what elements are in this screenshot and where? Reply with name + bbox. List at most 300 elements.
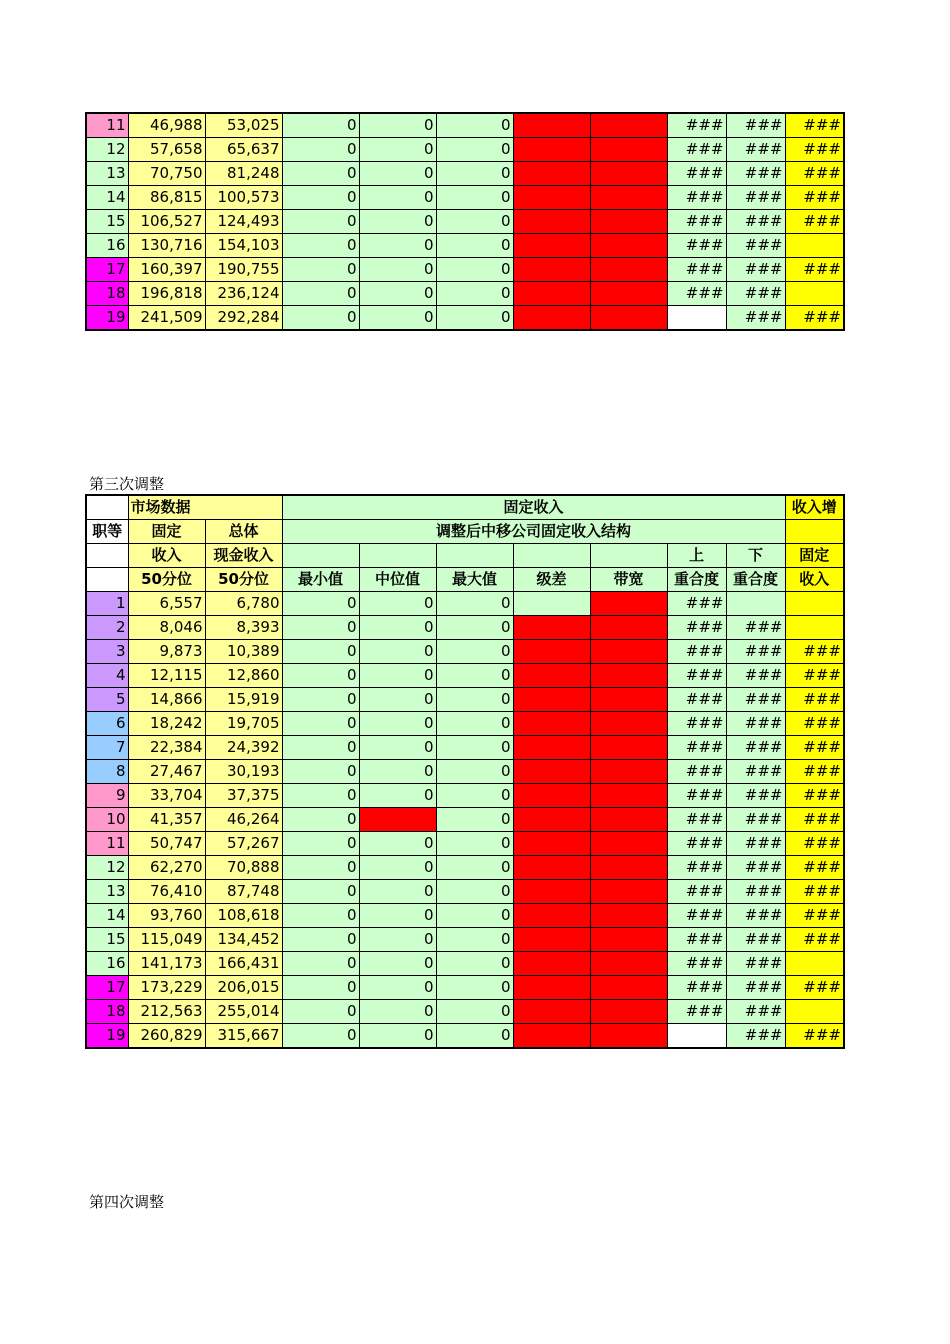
bandwidth-cell[interactable] (590, 760, 667, 784)
bandwidth-cell[interactable] (590, 258, 667, 282)
bandwidth-cell[interactable] (590, 162, 667, 186)
min-value-cell[interactable]: 0 (282, 808, 359, 832)
bandwidth-cell[interactable] (590, 880, 667, 904)
total-cash-p50-cell[interactable]: 255,014 (205, 1000, 282, 1024)
fixed-income-p50-cell[interactable]: 14,866 (128, 688, 205, 712)
max-value-cell[interactable]: 0 (436, 904, 513, 928)
grade-cell[interactable]: 9 (86, 784, 128, 808)
overlap-down-cell[interactable] (726, 592, 785, 616)
max-value-cell[interactable]: 0 (436, 640, 513, 664)
total-cash-p50-cell[interactable]: 81,248 (205, 162, 282, 186)
grade-cell[interactable]: 13 (86, 880, 128, 904)
overlap-down-cell[interactable]: ### (726, 162, 785, 186)
fixed-income-p50-cell[interactable]: 86,815 (128, 186, 205, 210)
mid-value-cell[interactable]: 0 (359, 258, 436, 282)
min-value-cell[interactable]: 0 (282, 856, 359, 880)
overlap-down-cell[interactable]: ### (726, 1024, 785, 1049)
grade-diff-cell[interactable] (513, 282, 590, 306)
income-increase-cell[interactable]: ### (785, 186, 844, 210)
mid-value-cell[interactable]: 0 (359, 306, 436, 331)
max-value-cell[interactable]: 0 (436, 234, 513, 258)
min-value-cell[interactable]: 0 (282, 640, 359, 664)
overlap-down-cell[interactable]: ### (726, 138, 785, 162)
grade-diff-cell[interactable] (513, 952, 590, 976)
total-cash-p50-cell[interactable]: 53,025 (205, 113, 282, 138)
max-value-cell[interactable]: 0 (436, 856, 513, 880)
income-increase-cell[interactable] (785, 952, 844, 976)
grade-diff-cell[interactable] (513, 784, 590, 808)
bandwidth-cell[interactable] (590, 952, 667, 976)
min-value-cell[interactable]: 0 (282, 736, 359, 760)
income-increase-cell[interactable]: ### (785, 113, 844, 138)
mid-value-cell[interactable]: 0 (359, 234, 436, 258)
max-value-cell[interactable]: 0 (436, 976, 513, 1000)
overlap-down-cell[interactable]: ### (726, 306, 785, 331)
total-cash-p50-cell[interactable]: 315,667 (205, 1024, 282, 1049)
grade-diff-cell[interactable] (513, 760, 590, 784)
overlap-up-cell[interactable]: ### (667, 616, 726, 640)
grade-diff-cell[interactable] (513, 928, 590, 952)
overlap-up-cell[interactable]: ### (667, 640, 726, 664)
overlap-up-cell[interactable]: ### (667, 162, 726, 186)
overlap-up-cell[interactable]: ### (667, 928, 726, 952)
income-increase-cell[interactable]: ### (785, 760, 844, 784)
fixed-income-p50-cell[interactable]: 260,829 (128, 1024, 205, 1049)
grade-diff-cell[interactable] (513, 736, 590, 760)
income-increase-cell[interactable]: ### (785, 712, 844, 736)
bandwidth-cell[interactable] (590, 928, 667, 952)
grade-cell[interactable]: 19 (86, 1024, 128, 1049)
overlap-up-cell[interactable]: ### (667, 664, 726, 688)
grade-cell[interactable]: 17 (86, 976, 128, 1000)
income-increase-cell[interactable]: ### (785, 880, 844, 904)
bandwidth-cell[interactable] (590, 210, 667, 234)
overlap-up-cell[interactable]: ### (667, 736, 726, 760)
income-increase-cell[interactable]: ### (785, 904, 844, 928)
min-value-cell[interactable]: 0 (282, 282, 359, 306)
min-value-cell[interactable]: 0 (282, 616, 359, 640)
income-increase-cell[interactable] (785, 592, 844, 616)
overlap-down-cell[interactable]: ### (726, 282, 785, 306)
grade-diff-cell[interactable] (513, 186, 590, 210)
min-value-cell[interactable]: 0 (282, 162, 359, 186)
grade-diff-cell[interactable] (513, 976, 590, 1000)
overlap-up-cell[interactable]: ### (667, 976, 726, 1000)
min-value-cell[interactable]: 0 (282, 928, 359, 952)
overlap-down-cell[interactable]: ### (726, 952, 785, 976)
grade-cell[interactable]: 17 (86, 258, 128, 282)
overlap-down-cell[interactable]: ### (726, 616, 785, 640)
max-value-cell[interactable]: 0 (436, 162, 513, 186)
income-increase-cell[interactable]: ### (785, 976, 844, 1000)
fixed-income-p50-cell[interactable]: 106,527 (128, 210, 205, 234)
overlap-up-cell[interactable]: ### (667, 210, 726, 234)
income-increase-cell[interactable]: ### (785, 688, 844, 712)
max-value-cell[interactable]: 0 (436, 1024, 513, 1049)
fixed-income-p50-cell[interactable]: 196,818 (128, 282, 205, 306)
grade-diff-cell[interactable] (513, 856, 590, 880)
bandwidth-cell[interactable] (590, 856, 667, 880)
income-increase-cell[interactable] (785, 616, 844, 640)
max-value-cell[interactable]: 0 (436, 664, 513, 688)
fixed-income-p50-cell[interactable]: 18,242 (128, 712, 205, 736)
overlap-up-cell[interactable]: ### (667, 282, 726, 306)
grade-cell[interactable]: 10 (86, 808, 128, 832)
income-increase-cell[interactable]: ### (785, 736, 844, 760)
mid-value-cell[interactable]: 0 (359, 976, 436, 1000)
overlap-up-cell[interactable]: ### (667, 712, 726, 736)
overlap-down-cell[interactable]: ### (726, 976, 785, 1000)
min-value-cell[interactable]: 0 (282, 592, 359, 616)
max-value-cell[interactable]: 0 (436, 282, 513, 306)
income-increase-cell[interactable]: ### (785, 664, 844, 688)
grade-diff-cell[interactable] (513, 210, 590, 234)
grade-cell[interactable]: 1 (86, 592, 128, 616)
total-cash-p50-cell[interactable]: 30,193 (205, 760, 282, 784)
overlap-down-cell[interactable]: ### (726, 113, 785, 138)
bandwidth-cell[interactable] (590, 186, 667, 210)
overlap-down-cell[interactable]: ### (726, 784, 785, 808)
overlap-down-cell[interactable]: ### (726, 234, 785, 258)
bandwidth-cell[interactable] (590, 688, 667, 712)
fixed-income-p50-cell[interactable]: 241,509 (128, 306, 205, 331)
income-increase-cell[interactable]: ### (785, 306, 844, 331)
fixed-income-p50-cell[interactable]: 62,270 (128, 856, 205, 880)
max-value-cell[interactable]: 0 (436, 760, 513, 784)
bandwidth-cell[interactable] (590, 282, 667, 306)
mid-value-cell[interactable]: 0 (359, 113, 436, 138)
fixed-income-p50-cell[interactable]: 12,115 (128, 664, 205, 688)
mid-value-cell[interactable]: 0 (359, 880, 436, 904)
total-cash-p50-cell[interactable]: 12,860 (205, 664, 282, 688)
income-increase-cell[interactable]: ### (785, 784, 844, 808)
min-value-cell[interactable]: 0 (282, 186, 359, 210)
overlap-up-cell[interactable]: ### (667, 904, 726, 928)
total-cash-p50-cell[interactable]: 87,748 (205, 880, 282, 904)
fixed-income-p50-cell[interactable]: 93,760 (128, 904, 205, 928)
fixed-income-p50-cell[interactable]: 50,747 (128, 832, 205, 856)
total-cash-p50-cell[interactable]: 108,618 (205, 904, 282, 928)
bandwidth-cell[interactable] (590, 736, 667, 760)
overlap-down-cell[interactable]: ### (726, 712, 785, 736)
overlap-up-cell[interactable]: ### (667, 234, 726, 258)
mid-value-cell[interactable]: 0 (359, 1000, 436, 1024)
overlap-up-cell[interactable]: ### (667, 1000, 726, 1024)
mid-value-cell[interactable] (359, 808, 436, 832)
income-increase-cell[interactable]: ### (785, 928, 844, 952)
min-value-cell[interactable]: 0 (282, 138, 359, 162)
bandwidth-cell[interactable] (590, 1000, 667, 1024)
total-cash-p50-cell[interactable]: 154,103 (205, 234, 282, 258)
fixed-income-p50-cell[interactable]: 76,410 (128, 880, 205, 904)
fixed-income-p50-cell[interactable]: 46,988 (128, 113, 205, 138)
mid-value-cell[interactable]: 0 (359, 928, 436, 952)
grade-diff-cell[interactable] (513, 640, 590, 664)
overlap-down-cell[interactable]: ### (726, 736, 785, 760)
max-value-cell[interactable]: 0 (436, 880, 513, 904)
min-value-cell[interactable]: 0 (282, 832, 359, 856)
max-value-cell[interactable]: 0 (436, 1000, 513, 1024)
min-value-cell[interactable]: 0 (282, 688, 359, 712)
bandwidth-cell[interactable] (590, 138, 667, 162)
grade-diff-cell[interactable] (513, 712, 590, 736)
min-value-cell[interactable]: 0 (282, 904, 359, 928)
bandwidth-cell[interactable] (590, 808, 667, 832)
mid-value-cell[interactable]: 0 (359, 1024, 436, 1049)
overlap-up-cell[interactable] (667, 1024, 726, 1049)
fixed-income-p50-cell[interactable]: 212,563 (128, 1000, 205, 1024)
grade-cell[interactable]: 2 (86, 616, 128, 640)
income-increase-cell[interactable] (785, 1000, 844, 1024)
grade-diff-cell[interactable] (513, 832, 590, 856)
mid-value-cell[interactable]: 0 (359, 210, 436, 234)
overlap-up-cell[interactable]: ### (667, 808, 726, 832)
grade-cell[interactable]: 11 (86, 113, 128, 138)
max-value-cell[interactable]: 0 (436, 138, 513, 162)
mid-value-cell[interactable]: 0 (359, 736, 436, 760)
bandwidth-cell[interactable] (590, 234, 667, 258)
mid-value-cell[interactable]: 0 (359, 282, 436, 306)
grade-cell[interactable]: 7 (86, 736, 128, 760)
overlap-down-cell[interactable]: ### (726, 808, 785, 832)
overlap-up-cell[interactable]: ### (667, 186, 726, 210)
overlap-down-cell[interactable]: ### (726, 664, 785, 688)
total-cash-p50-cell[interactable]: 8,393 (205, 616, 282, 640)
overlap-up-cell[interactable]: ### (667, 138, 726, 162)
min-value-cell[interactable]: 0 (282, 712, 359, 736)
grade-cell[interactable]: 18 (86, 282, 128, 306)
grade-diff-cell[interactable] (513, 592, 590, 616)
overlap-down-cell[interactable]: ### (726, 186, 785, 210)
max-value-cell[interactable]: 0 (436, 258, 513, 282)
grade-diff-cell[interactable] (513, 234, 590, 258)
max-value-cell[interactable]: 0 (436, 186, 513, 210)
total-cash-p50-cell[interactable]: 15,919 (205, 688, 282, 712)
grade-diff-cell[interactable] (513, 688, 590, 712)
grade-cell[interactable]: 3 (86, 640, 128, 664)
max-value-cell[interactable]: 0 (436, 928, 513, 952)
total-cash-p50-cell[interactable]: 124,493 (205, 210, 282, 234)
max-value-cell[interactable]: 0 (436, 808, 513, 832)
total-cash-p50-cell[interactable]: 57,267 (205, 832, 282, 856)
fixed-income-p50-cell[interactable]: 27,467 (128, 760, 205, 784)
overlap-up-cell[interactable] (667, 306, 726, 331)
min-value-cell[interactable]: 0 (282, 760, 359, 784)
max-value-cell[interactable]: 0 (436, 113, 513, 138)
overlap-down-cell[interactable]: ### (726, 640, 785, 664)
mid-value-cell[interactable]: 0 (359, 856, 436, 880)
overlap-down-cell[interactable]: ### (726, 210, 785, 234)
bandwidth-cell[interactable] (590, 712, 667, 736)
grade-diff-cell[interactable] (513, 113, 590, 138)
fixed-income-p50-cell[interactable]: 141,173 (128, 952, 205, 976)
overlap-up-cell[interactable]: ### (667, 856, 726, 880)
mid-value-cell[interactable]: 0 (359, 186, 436, 210)
min-value-cell[interactable]: 0 (282, 234, 359, 258)
income-increase-cell[interactable]: ### (785, 258, 844, 282)
income-increase-cell[interactable] (785, 234, 844, 258)
max-value-cell[interactable]: 0 (436, 210, 513, 234)
income-increase-cell[interactable]: ### (785, 138, 844, 162)
fixed-income-p50-cell[interactable]: 6,557 (128, 592, 205, 616)
overlap-up-cell[interactable]: ### (667, 952, 726, 976)
total-cash-p50-cell[interactable]: 292,284 (205, 306, 282, 331)
total-cash-p50-cell[interactable]: 65,637 (205, 138, 282, 162)
min-value-cell[interactable]: 0 (282, 258, 359, 282)
overlap-up-cell[interactable]: ### (667, 592, 726, 616)
bandwidth-cell[interactable] (590, 976, 667, 1000)
grade-cell[interactable]: 15 (86, 210, 128, 234)
grade-cell[interactable]: 12 (86, 856, 128, 880)
grade-cell[interactable]: 5 (86, 688, 128, 712)
max-value-cell[interactable]: 0 (436, 712, 513, 736)
income-increase-cell[interactable] (785, 282, 844, 306)
min-value-cell[interactable]: 0 (282, 784, 359, 808)
max-value-cell[interactable]: 0 (436, 736, 513, 760)
total-cash-p50-cell[interactable]: 134,452 (205, 928, 282, 952)
grade-cell[interactable]: 6 (86, 712, 128, 736)
total-cash-p50-cell[interactable]: 46,264 (205, 808, 282, 832)
grade-cell[interactable]: 11 (86, 832, 128, 856)
overlap-up-cell[interactable]: ### (667, 113, 726, 138)
max-value-cell[interactable]: 0 (436, 616, 513, 640)
max-value-cell[interactable]: 0 (436, 592, 513, 616)
overlap-down-cell[interactable]: ### (726, 880, 785, 904)
max-value-cell[interactable]: 0 (436, 832, 513, 856)
mid-value-cell[interactable]: 0 (359, 712, 436, 736)
min-value-cell[interactable]: 0 (282, 952, 359, 976)
grade-cell[interactable]: 13 (86, 162, 128, 186)
overlap-up-cell[interactable]: ### (667, 832, 726, 856)
fixed-income-p50-cell[interactable]: 8,046 (128, 616, 205, 640)
mid-value-cell[interactable]: 0 (359, 832, 436, 856)
grade-cell[interactable]: 19 (86, 306, 128, 331)
grade-diff-cell[interactable] (513, 904, 590, 928)
overlap-down-cell[interactable]: ### (726, 832, 785, 856)
fixed-income-p50-cell[interactable]: 41,357 (128, 808, 205, 832)
mid-value-cell[interactable]: 0 (359, 162, 436, 186)
grade-cell[interactable]: 16 (86, 234, 128, 258)
min-value-cell[interactable]: 0 (282, 113, 359, 138)
fixed-income-p50-cell[interactable]: 33,704 (128, 784, 205, 808)
overlap-down-cell[interactable]: ### (726, 856, 785, 880)
mid-value-cell[interactable]: 0 (359, 760, 436, 784)
overlap-down-cell[interactable]: ### (726, 1000, 785, 1024)
total-cash-p50-cell[interactable]: 37,375 (205, 784, 282, 808)
mid-value-cell[interactable]: 0 (359, 616, 436, 640)
total-cash-p50-cell[interactable]: 190,755 (205, 258, 282, 282)
grade-diff-cell[interactable] (513, 162, 590, 186)
fixed-income-p50-cell[interactable]: 9,873 (128, 640, 205, 664)
fixed-income-p50-cell[interactable]: 57,658 (128, 138, 205, 162)
total-cash-p50-cell[interactable]: 236,124 (205, 282, 282, 306)
overlap-up-cell[interactable]: ### (667, 688, 726, 712)
overlap-down-cell[interactable]: ### (726, 258, 785, 282)
total-cash-p50-cell[interactable]: 24,392 (205, 736, 282, 760)
grade-cell[interactable]: 14 (86, 186, 128, 210)
overlap-down-cell[interactable]: ### (726, 760, 785, 784)
total-cash-p50-cell[interactable]: 166,431 (205, 952, 282, 976)
income-increase-cell[interactable]: ### (785, 210, 844, 234)
grade-cell[interactable]: 8 (86, 760, 128, 784)
fixed-income-p50-cell[interactable]: 130,716 (128, 234, 205, 258)
mid-value-cell[interactable]: 0 (359, 138, 436, 162)
grade-cell[interactable]: 12 (86, 138, 128, 162)
min-value-cell[interactable]: 0 (282, 210, 359, 234)
overlap-up-cell[interactable]: ### (667, 258, 726, 282)
total-cash-p50-cell[interactable]: 6,780 (205, 592, 282, 616)
overlap-up-cell[interactable]: ### (667, 784, 726, 808)
grade-diff-cell[interactable] (513, 258, 590, 282)
grade-diff-cell[interactable] (513, 880, 590, 904)
mid-value-cell[interactable]: 0 (359, 592, 436, 616)
min-value-cell[interactable]: 0 (282, 880, 359, 904)
overlap-down-cell[interactable]: ### (726, 904, 785, 928)
income-increase-cell[interactable]: ### (785, 640, 844, 664)
grade-cell[interactable]: 14 (86, 904, 128, 928)
fixed-income-p50-cell[interactable]: 70,750 (128, 162, 205, 186)
bandwidth-cell[interactable] (590, 306, 667, 331)
grade-diff-cell[interactable] (513, 1000, 590, 1024)
total-cash-p50-cell[interactable]: 100,573 (205, 186, 282, 210)
max-value-cell[interactable]: 0 (436, 688, 513, 712)
fixed-income-p50-cell[interactable]: 22,384 (128, 736, 205, 760)
overlap-up-cell[interactable]: ### (667, 880, 726, 904)
min-value-cell[interactable]: 0 (282, 976, 359, 1000)
overlap-down-cell[interactable]: ### (726, 928, 785, 952)
income-increase-cell[interactable]: ### (785, 1024, 844, 1049)
fixed-income-p50-cell[interactable]: 173,229 (128, 976, 205, 1000)
mid-value-cell[interactable]: 0 (359, 952, 436, 976)
mid-value-cell[interactable]: 0 (359, 640, 436, 664)
mid-value-cell[interactable]: 0 (359, 904, 436, 928)
grade-diff-cell[interactable] (513, 808, 590, 832)
bandwidth-cell[interactable] (590, 616, 667, 640)
bandwidth-cell[interactable] (590, 664, 667, 688)
bandwidth-cell[interactable] (590, 640, 667, 664)
max-value-cell[interactable]: 0 (436, 784, 513, 808)
grade-diff-cell[interactable] (513, 664, 590, 688)
grade-cell[interactable]: 18 (86, 1000, 128, 1024)
income-increase-cell[interactable]: ### (785, 856, 844, 880)
grade-cell[interactable]: 15 (86, 928, 128, 952)
overlap-up-cell[interactable]: ### (667, 760, 726, 784)
bandwidth-cell[interactable] (590, 904, 667, 928)
mid-value-cell[interactable]: 0 (359, 664, 436, 688)
total-cash-p50-cell[interactable]: 10,389 (205, 640, 282, 664)
total-cash-p50-cell[interactable]: 19,705 (205, 712, 282, 736)
bandwidth-cell[interactable] (590, 113, 667, 138)
bandwidth-cell[interactable] (590, 1024, 667, 1049)
income-increase-cell[interactable]: ### (785, 808, 844, 832)
min-value-cell[interactable]: 0 (282, 1000, 359, 1024)
bandwidth-cell[interactable] (590, 832, 667, 856)
overlap-down-cell[interactable]: ### (726, 688, 785, 712)
grade-diff-cell[interactable] (513, 1024, 590, 1049)
total-cash-p50-cell[interactable]: 70,888 (205, 856, 282, 880)
grade-diff-cell[interactable] (513, 306, 590, 331)
max-value-cell[interactable]: 0 (436, 952, 513, 976)
total-cash-p50-cell[interactable]: 206,015 (205, 976, 282, 1000)
mid-value-cell[interactable]: 0 (359, 688, 436, 712)
bandwidth-cell[interactable] (590, 784, 667, 808)
min-value-cell[interactable]: 0 (282, 306, 359, 331)
mid-value-cell[interactable]: 0 (359, 784, 436, 808)
grade-diff-cell[interactable] (513, 616, 590, 640)
grade-cell[interactable]: 4 (86, 664, 128, 688)
min-value-cell[interactable]: 0 (282, 664, 359, 688)
grade-diff-cell[interactable] (513, 138, 590, 162)
